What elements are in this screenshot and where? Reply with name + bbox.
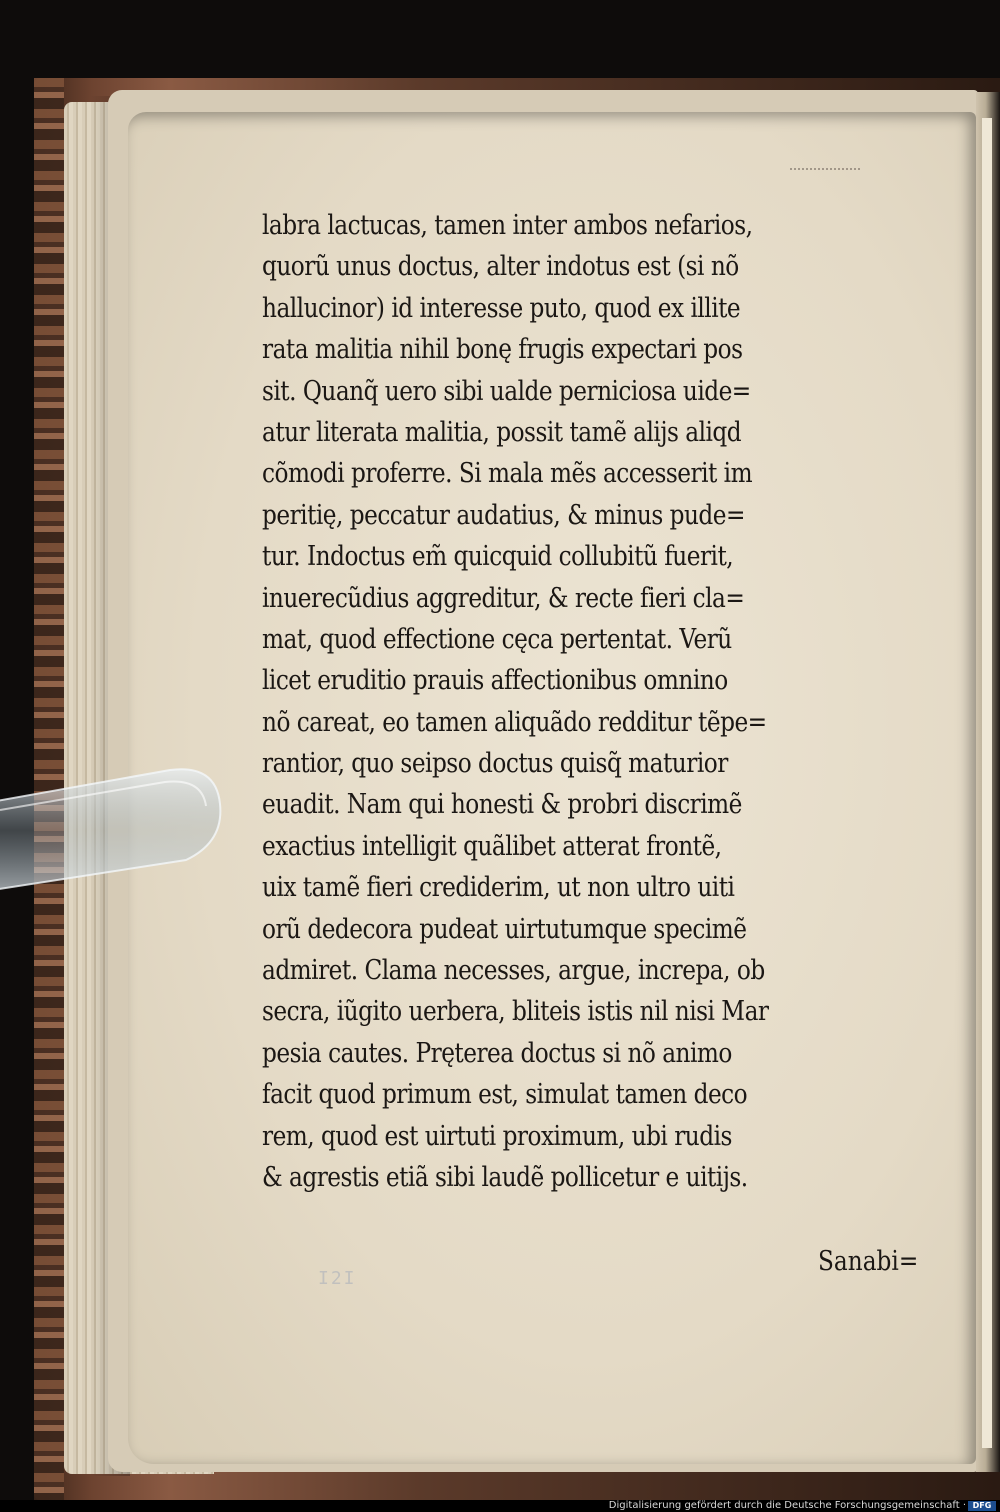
- text-line: secra, iũgito uerbera, bliteis istis nil nisi Mar: [262, 996, 769, 1028]
- dfg-logo: DFG: [968, 1501, 996, 1511]
- text-line: cõmodi proferre. Si mala mẽs accesserit im: [262, 458, 753, 490]
- text-line: rantior, quo seipso doctus quisq̃ maturior: [262, 748, 728, 780]
- text-line: rata malitia nihil bonę frugis expectari pos: [262, 334, 743, 366]
- text-line: uix tamẽ fieri crediderim, ut non ultro uiti: [262, 872, 735, 904]
- text-line: sit. Quanq̃ uero sibi ualde perniciosa uide=: [262, 375, 751, 407]
- text-line: licet eruditio prauis affectionibus omnino: [262, 665, 728, 697]
- credit-text: Digitalisierung gefördert durch die Deutsche Forschungsgemeinschaft ·: [608, 1500, 966, 1511]
- text-line: euadit. Nam qui honesti & probri discrimẽ: [262, 789, 742, 821]
- text-line: atur literata malitia, possit tamẽ alijs aliqd: [262, 416, 742, 448]
- text-line: rem, quod est uirtuti proximum, ubi rudis: [262, 1120, 732, 1152]
- ink-marks: [790, 168, 860, 190]
- facing-page-edge: [982, 118, 992, 1448]
- stamp-show-through: I2I: [318, 1268, 357, 1289]
- text-line: exactius intelligit quãlibet atterat frontẽ,: [262, 830, 722, 862]
- catchword: Sanabi=: [818, 1246, 919, 1277]
- text-line: quorũ unus doctus, alter indotus est (si nõ: [262, 251, 739, 283]
- text-line: mat, quod effectione cęca pertentat. Verũ: [262, 623, 732, 655]
- text-line: orũ dedecora pudeat uirtutumque specimẽ: [262, 913, 747, 945]
- text-line: pesia cautes. Pręterea doctus si nõ animo: [262, 1037, 732, 1069]
- text-line: hallucinor) id interesse puto, quod ex illite: [262, 292, 741, 324]
- text-line: & agrestis etiã sibi laudẽ pollicetur e uitijs.: [262, 1161, 748, 1193]
- text-line: peritię, peccatur audatius, & minus pude=: [262, 499, 745, 531]
- glass-clip-icon: [0, 764, 225, 896]
- text-line: inuerecũdius aggreditur, & recte fieri cla=: [262, 582, 745, 614]
- text-line: nõ careat, eo tamen aliquãdo redditur tẽpe=: [262, 706, 767, 738]
- text-line: admiret. Clama necesses, argue, increpa, ob: [262, 955, 765, 987]
- text-line: tur. Indoctus em̃ quicquid collubitũ fuerit,: [262, 541, 734, 573]
- text-block: [262, 205, 952, 1198]
- text-line: labra lactucas, tamen inter ambos nefarios,: [262, 210, 753, 241]
- text-line: facit quod primum est, simulat tamen deco: [262, 1079, 748, 1111]
